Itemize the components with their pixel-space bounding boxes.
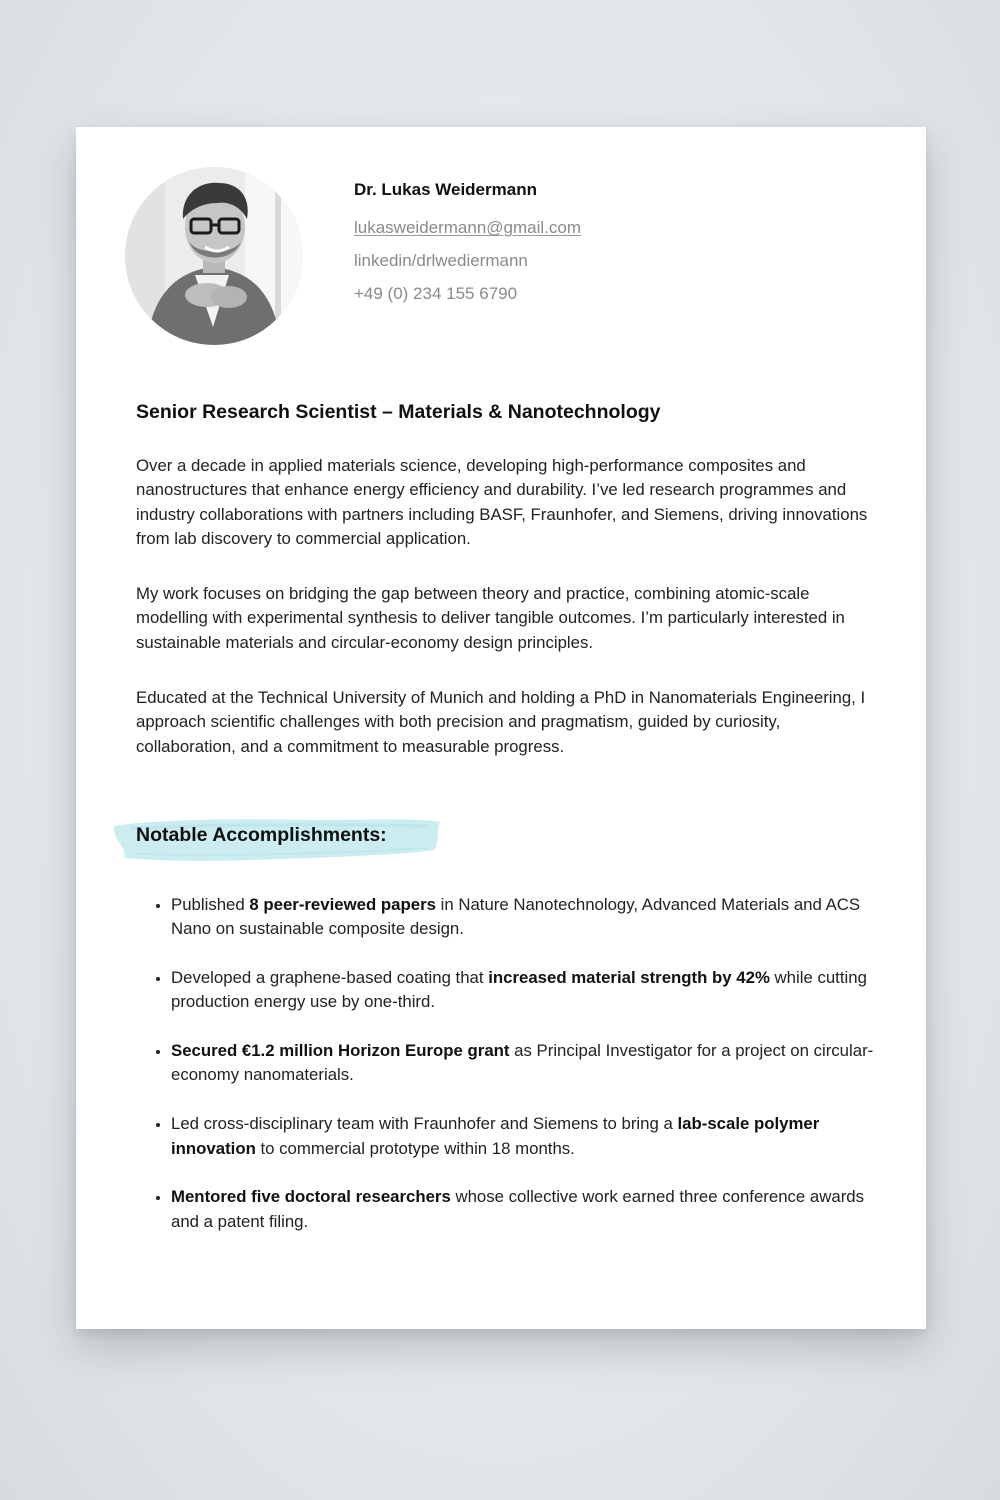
accomplishments-list: [153, 893, 891, 1258]
list-item: • Mentored five doctoral researchers whose collective work earned three conference awards and a patent filing.: [171, 1185, 891, 1234]
email-link[interactable]: lukasweidermann@gmail.com: [354, 218, 582, 237]
linkedin-link[interactable]: linkedin/drlwediermann: [354, 251, 528, 270]
list-item: • Secured €1.2 million Horizon Europe grant as Principal Investigator for a project on circular-economy nanomaterials.: [171, 1039, 891, 1088]
professional-summary: [136, 454, 881, 790]
resume-page: [76, 127, 926, 1329]
phone-number: +49 (0) 234 155 6790: [354, 284, 518, 303]
contact-block: [354, 179, 581, 316]
profile-photo: [125, 167, 303, 345]
summary-paragraph: Educated at the Technical University of Munich and holding a PhD in Nanomaterials Engineering, I approach scientific challenges with both precision and pragmatism, guided by curiosity, collaboration, and a commitment to measurable progress.: [136, 688, 866, 756]
list-item: • Published 8 peer-reviewed papers in Nature Nanotechnology, Advanced Materials and ACS Nano on sustainable composite design.: [171, 893, 891, 942]
summary-paragraph: Over a decade in applied materials science, developing high-performance composites and nanostructures that enhance energy efficiency and durability. I’ve led research programmes and industry collaborations with partners including BASF, Fraunhofer, and Siemens, driving innovations from lab discovery to commercial application.: [136, 456, 868, 548]
accomplishments-heading: Notable Accomplishments:: [136, 824, 387, 846]
job-title: Senior Research Scientist – Materials & Nanotechnology: [136, 401, 661, 423]
summary-paragraph: My work focuses on bridging the gap between theory and practice, combining atomic-scale modelling with experimental synthesis to deliver tangible outcomes. I’m particularly interested in sustainable materials and circular-economy design principles.: [136, 584, 845, 652]
candidate-name: Dr. Lukas Weidermann: [354, 180, 537, 199]
list-item: • Developed a graphene-based coating that increased material strength by 42% while cutting production energy use by one-third.: [171, 966, 891, 1015]
list-item: • Led cross-disciplinary team with Fraunhofer and Siemens to bring a lab-scale polymer innovation to commercial prototype within 18 months.: [171, 1112, 891, 1161]
